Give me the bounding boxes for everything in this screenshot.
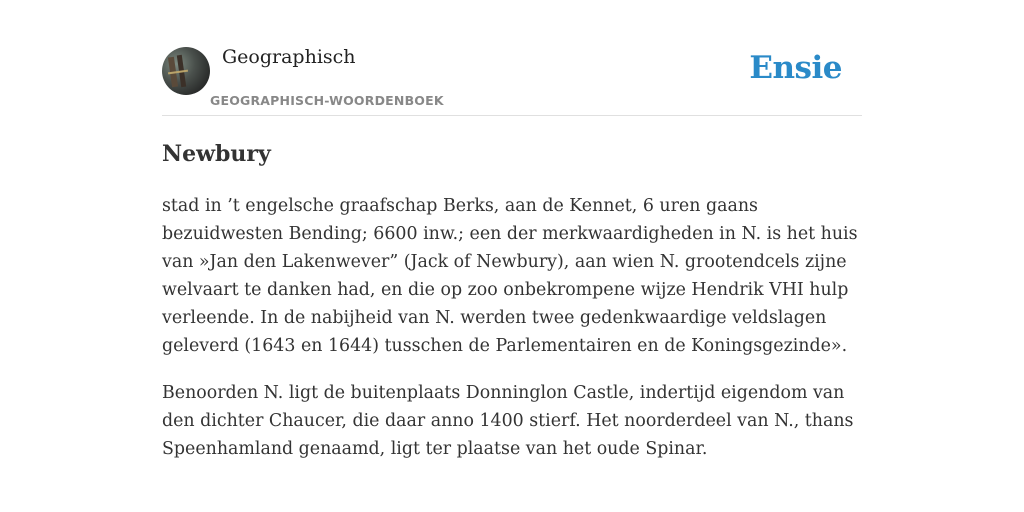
entry-paragraph: Benoorden N. ligt de buitenplaats Donninglon Castle, indertijd eigendom van den dichter Chaucer, die daar anno 1400 stierf. Het noorderdeel van N., thans Speenhamland genaamd, ligt ter plaatse van het oude Spinar. xyxy=(162,383,854,459)
books-avatar-icon[interactable] xyxy=(162,47,210,95)
ensie-logo[interactable]: Ensie xyxy=(749,50,842,86)
entry-header xyxy=(162,0,862,116)
entry-paragraph: stad in ’t engelsche graafschap Berks, aan de Kennet, 6 uren gaans bezuidwesten Bending; 6600 inw.; een der merkwaardigheden in N. is het huis van »Jan den Lakenwever” (Jack of Newbury), aan wien N. grootendcels zijne welvaart te danken had, en die op zoo onbekrompene wijze Hendrik VHI hulp verleende. In de nabijheid van N. werden twee gedenkwaardige veldslagen geleverd (1643 en 1644) tusschen de Parlementairen en de Koningsgezinde». xyxy=(162,196,858,356)
entry-card xyxy=(162,0,862,512)
dictionary-subtitle-link[interactable]: GEOGRAPHISCH-WOORDENBOEK xyxy=(210,93,444,108)
dictionary-title-link[interactable]: Geographisch xyxy=(222,46,356,68)
entry-title: Newbury xyxy=(162,141,271,167)
